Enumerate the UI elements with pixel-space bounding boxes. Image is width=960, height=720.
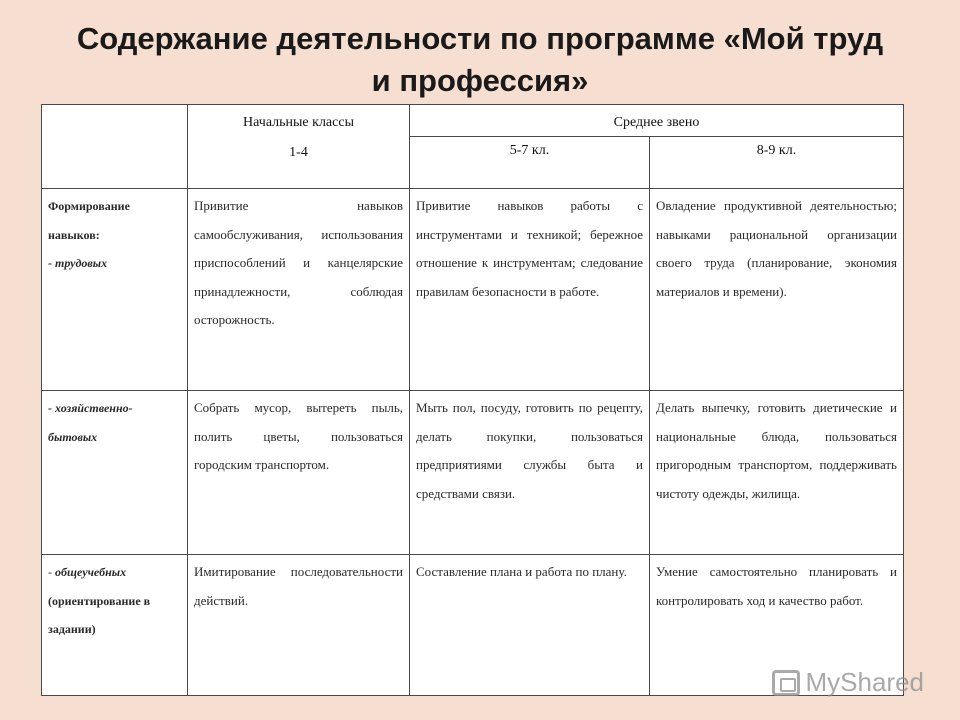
cell-study-middle-a: Составление плана и работа по плану. xyxy=(410,555,650,696)
header-middle-a: 5-7 кл. xyxy=(410,137,650,189)
title-line-2: и профессия» xyxy=(371,63,589,98)
row-head-labor-bold: Формирование навыков: xyxy=(48,199,130,242)
header-empty-cell xyxy=(42,105,188,189)
cell-study-middle-b: Умение самостоятельно планировать и контролировать ход и качество работ. xyxy=(650,555,904,696)
page-title xyxy=(30,18,930,102)
header-middle-cell xyxy=(410,105,904,137)
header-primary-grades: 1-4 xyxy=(289,145,308,160)
row-head-labor xyxy=(42,189,188,391)
title-line-1: Содержание деятельности по программе «Мой труд xyxy=(76,21,884,56)
row-head-labor-italic: - трудовых xyxy=(48,256,108,270)
cell-labor-middle-b: Овладение продуктивной деятельностью; навыками рациональной организации своего труда (планирование, экономия материалов и времени). xyxy=(650,189,904,391)
header-middle-b: 8-9 кл. xyxy=(650,137,904,189)
table-row xyxy=(42,189,904,391)
header-primary-cell xyxy=(188,105,410,189)
myshared-logo-icon xyxy=(772,670,800,696)
watermark-text: MyShared xyxy=(805,667,924,697)
header-middle-label: Среднее звено xyxy=(613,115,700,130)
row-head-household-italic: - хозяйственно-бытовых xyxy=(48,401,133,444)
cell-household-primary: Собрать мусор, вытереть пыль, полить цветы, пользоваться городским транспортом. xyxy=(188,391,410,555)
row-head-study-italic: общеучебных xyxy=(55,565,127,579)
row-head-household xyxy=(42,391,188,555)
cell-labor-primary: Привитие навыков самообслуживания, использования приспособлений и канцелярские принадлежности, соблюдая осторожность. xyxy=(188,189,410,391)
cell-household-middle-a: Мыть пол, посуду, готовить по рецепту, делать покупки, пользоваться предприятиями службы быта и средствами связи. xyxy=(410,391,650,555)
cell-study-primary: Имитирование последовательности действий. xyxy=(188,555,410,696)
cell-household-middle-b: Делать выпечку, готовить диетические и национальные блюда, пользоваться пригородным транспортом, поддерживать чистоту одежды, жилища. xyxy=(650,391,904,555)
row-head-study-bold: (ориентирование в задании) xyxy=(48,593,151,636)
table-row xyxy=(42,391,904,555)
cell-labor-middle-a: Привитие навыков работы с инструментами и техникой; бережное отношение к инструментам; следование правилам безопасности в работе. xyxy=(410,189,650,391)
program-table xyxy=(41,104,904,696)
myshared-watermark xyxy=(772,667,925,698)
row-head-study-prefix: - xyxy=(48,565,55,579)
program-table-wrapper xyxy=(41,104,903,696)
row-head-study xyxy=(42,555,188,696)
header-primary-label: Начальные классы xyxy=(243,115,354,130)
header-row-1 xyxy=(42,105,904,137)
